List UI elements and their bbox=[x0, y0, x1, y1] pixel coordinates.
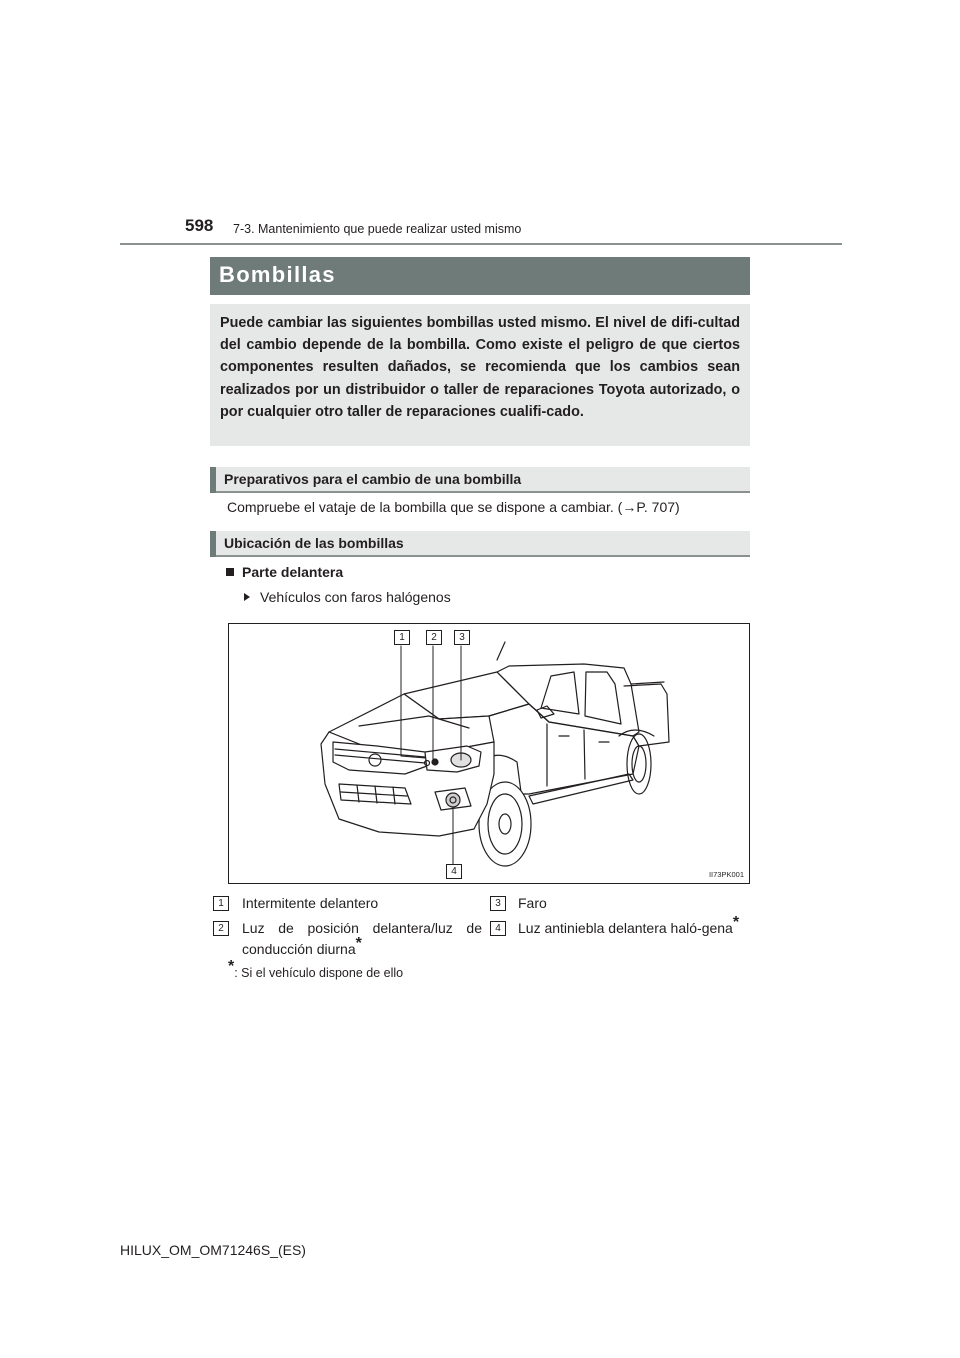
intro-text: Puede cambiar las siguientes bombillas usted mismo. El nivel de difi-cultad del cambio depende de la bombilla. Como existe el peligro de que ciertos componentes resulten dañados, se recomienda que los cambios sean realizados por un distribuidor o taller de reparaciones Toyota autorizado, o por cualquier otro taller de reparaciones cualifi-cado. bbox=[220, 315, 740, 420]
triangle-bullet-icon bbox=[244, 593, 250, 601]
subsection-label: Parte delantera bbox=[242, 564, 344, 580]
figure-callout-2: 2 bbox=[426, 630, 442, 645]
location-heading bbox=[210, 531, 750, 557]
section-reference: 7-3. Mantenimiento que puede realizar usted mismo bbox=[233, 222, 522, 236]
truck-figure bbox=[228, 623, 750, 884]
page-number: 598 bbox=[185, 216, 214, 235]
figure-callout-3: 3 bbox=[454, 630, 470, 645]
legend-text-1: Intermitente delantero bbox=[242, 895, 379, 911]
prep-text: Compruebe el vataje de la bombilla que se dispone a cambiar. (→P. 707) bbox=[227, 499, 680, 515]
square-bullet-icon bbox=[226, 568, 234, 576]
legend-item-3 bbox=[518, 893, 748, 914]
prep-heading bbox=[210, 467, 750, 493]
footer-document-code: HILUX_OM_OM71246S_(ES) bbox=[120, 1242, 306, 1258]
legend-badge-1: 1 bbox=[213, 896, 229, 911]
legend-item-4 bbox=[518, 914, 748, 939]
legend-item-2 bbox=[242, 918, 482, 960]
pickup-truck-illustration bbox=[229, 624, 749, 883]
legend-item-1 bbox=[242, 893, 482, 914]
figure-code: II73PK001 bbox=[708, 870, 744, 879]
prep-heading-label: Preparativos para el cambio de una bombilla bbox=[224, 471, 522, 487]
figure-callout-4: 4 bbox=[446, 864, 462, 879]
header-divider bbox=[120, 243, 842, 245]
subitem-halogen bbox=[244, 589, 451, 605]
footnote-text: : Si el vehículo dispone de ello bbox=[234, 966, 404, 980]
footnote bbox=[228, 958, 404, 980]
legend-badge-3: 3 bbox=[490, 896, 506, 911]
figure-callout-1: 1 bbox=[394, 630, 410, 645]
subsection-front bbox=[226, 564, 343, 580]
title-bar bbox=[210, 257, 750, 295]
subitem-label: Vehículos con faros halógenos bbox=[260, 589, 451, 605]
legend-star-2: * bbox=[355, 935, 362, 952]
intro-box bbox=[210, 304, 750, 446]
location-heading-label: Ubicación de las bombillas bbox=[224, 535, 404, 551]
footnote-star: * bbox=[228, 958, 235, 975]
legend-text-4: Luz antiniebla delantera haló-gena bbox=[518, 920, 733, 936]
legend-text-3: Faro bbox=[518, 895, 547, 911]
legend-star-4: * bbox=[732, 914, 740, 931]
legend-text-2: Luz de posición delantera/luz de conducción diurna bbox=[242, 920, 482, 957]
page-title: Bombillas bbox=[219, 262, 336, 287]
legend-badge-2: 2 bbox=[213, 921, 229, 936]
legend-badge-4: 4 bbox=[490, 921, 506, 936]
